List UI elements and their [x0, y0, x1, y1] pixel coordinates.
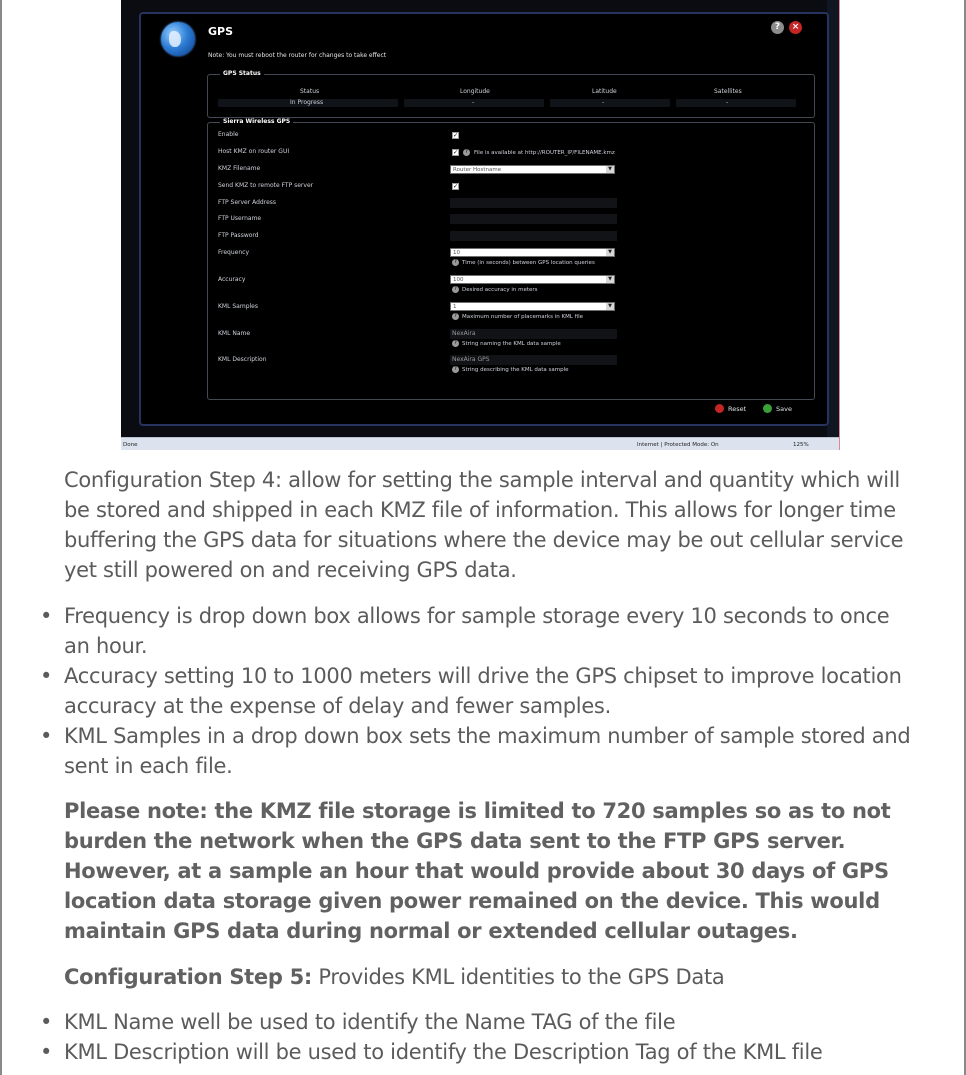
kml-samples-hint: Maximum number of placemarks in KML file [462, 314, 583, 320]
step4-paragraph: Configuration Step 4: allow for setting the sample interval and quantity which will be stored and shipped in each KMZ file of information. This allows for longer time buffering the GPS data for situations where the device may be out cellular service yet still powered on and receiving GPS data. [64, 468, 904, 582]
ftp-server-label: FTP Server Address [218, 199, 277, 206]
list-item-text: KML Name well be used to identify the Name TAG of the file [64, 1010, 676, 1034]
ftp-password-input[interactable] [450, 231, 617, 241]
browser-status-bar [121, 437, 840, 450]
gps-status-group [207, 70, 815, 118]
kml-name-value: NexAira [452, 330, 476, 337]
page-title: GPS [208, 25, 234, 38]
host-kmz-checkbox[interactable]: ✓ [453, 149, 459, 156]
help-icon[interactable]: ? [771, 21, 784, 34]
send-kmz-checkbox[interactable]: ✓ [453, 183, 459, 190]
kml-description-hint: String describing the KML data sample [462, 367, 569, 373]
kml-name-hint: String naming the KML data sample [462, 341, 561, 347]
list-item [0, 661, 914, 721]
host-kmz-label: Host KMZ on router GUI [218, 148, 290, 155]
bullet-glyph: • [40, 1010, 53, 1034]
bullet-glyph: • [40, 724, 53, 748]
kml-name-input[interactable] [450, 329, 617, 339]
bullet-glyph: • [40, 664, 53, 688]
sierra-wireless-gps-group [207, 118, 815, 400]
bullet-glyph: • [40, 604, 53, 628]
list-item [0, 1037, 914, 1067]
reboot-note: Note: You must reboot the router for changes to take effect [208, 52, 387, 59]
gps-status-legend: GPS Status [220, 70, 264, 77]
kml-bullet-list [0, 1007, 966, 1067]
frequency-value: 10 [453, 250, 460, 256]
host-kmz-hint: File is available at http://ROUTER_IP/FILENAME.kmz [474, 150, 615, 156]
step5-text: Provides KML identities to the GPS Data [312, 965, 725, 989]
list-item-text: Frequency is drop down box allows for sample storage every 10 seconds to once an hour. [64, 604, 890, 658]
frequency-hint: Time (in seconds) between GPS location queries [462, 260, 595, 266]
list-item [0, 601, 914, 661]
enable-label: Enable [218, 131, 239, 138]
col-status: Status [300, 88, 320, 95]
frequency-select[interactable] [450, 248, 615, 257]
ftp-server-input[interactable] [450, 198, 617, 208]
chevron-down-icon: ▼ [606, 249, 614, 256]
frequency-help-icon[interactable]: ? [452, 259, 459, 266]
kml-name-label: KML Name [218, 330, 251, 337]
send-kmz-label: Send KMZ to remote FTP server [218, 182, 314, 189]
globe-icon [161, 22, 195, 56]
gps-settings-panel [139, 12, 829, 426]
accuracy-select[interactable] [450, 275, 615, 284]
page-border-left [0, 0, 2, 1075]
chevron-down-icon: ▼ [606, 166, 614, 173]
save-icon [763, 404, 772, 413]
col-satellites: Satellites [714, 88, 742, 95]
kml-samples-help-icon[interactable]: ? [452, 313, 459, 320]
list-item-text: Accuracy setting 10 to 1000 meters will drive the GPS chipset to improve location accuracy at the expense of delay and fewer samples. [64, 664, 902, 718]
col-latitude: Latitude [592, 88, 617, 95]
kmz-filename-select[interactable] [450, 165, 615, 174]
step5-paragraph [64, 962, 924, 992]
status-value: In Progress [290, 99, 324, 106]
sierra-legend: Sierra Wireless GPS [220, 118, 293, 125]
chevron-down-icon: ▼ [606, 276, 614, 283]
zoom-level[interactable]: 125% [793, 442, 809, 448]
bullet-glyph: • [40, 1040, 53, 1064]
accuracy-hint: Desired accuracy in meters [462, 287, 538, 293]
kml-samples-value: 1 [453, 304, 457, 310]
latitude-value: - [602, 99, 605, 106]
longitude-value: - [472, 99, 475, 106]
accuracy-value: 100 [453, 277, 464, 283]
reset-button[interactable] [715, 404, 746, 413]
frequency-label: Frequency [218, 249, 249, 256]
kml-description-value: NexAira GPS [452, 356, 490, 363]
list-item-text: KML Samples in a drop down box sets the maximum number of sample stored and sent in each file. [64, 724, 911, 778]
chevron-down-icon: ▼ [606, 303, 614, 310]
ftp-password-label: FTP Password [218, 232, 259, 239]
list-item [0, 721, 914, 781]
latitude-cell-bg [550, 99, 670, 107]
status-done: Done [123, 442, 138, 448]
reset-label: Reset [728, 405, 747, 413]
save-button[interactable] [763, 404, 792, 413]
kmz-filename-label: KMZ Filename [218, 165, 261, 172]
accuracy-label: Accuracy [218, 276, 246, 283]
gps-settings-screenshot [121, 0, 840, 450]
security-zone: Internet | Protected Mode: On [637, 442, 719, 448]
host-kmz-help-icon[interactable]: ? [463, 149, 470, 156]
satellites-cell-bg [676, 99, 796, 107]
list-item [0, 1007, 914, 1037]
settings-bullet-list [0, 601, 966, 781]
kml-description-label: KML Description [218, 356, 267, 363]
satellites-value: - [726, 99, 729, 106]
kml-samples-label: KML Samples [218, 303, 258, 310]
reset-icon [715, 404, 724, 413]
ftp-username-input[interactable] [450, 214, 617, 224]
ftp-username-label: FTP Username [218, 215, 262, 222]
kml-samples-select[interactable] [450, 302, 615, 311]
list-item-text: KML Description will be used to identify the Description Tag of the KML file [64, 1040, 823, 1064]
kmz-filename-value: Router Hostname [453, 167, 502, 173]
kml-description-help-icon[interactable]: ? [452, 366, 459, 373]
step5-label: Configuration Step 5: [64, 965, 313, 989]
save-label: Save [776, 405, 792, 413]
accuracy-help-icon[interactable]: ? [452, 286, 459, 293]
kml-description-input[interactable] [450, 355, 617, 365]
kml-name-help-icon[interactable]: ? [452, 340, 459, 347]
please-note-paragraph: Please note: the KMZ file storage is limited to 720 samples so as to not burden the network when the GPS data sent to the FTP GPS server. However, at a sample an hour that would provide about 30 days of GPS location data storage given power remained on the device. This would maintain GPS data during normal or extended cellular outages. [64, 799, 891, 943]
col-longitude: Longitude [460, 88, 490, 95]
enable-checkbox[interactable]: ✓ [453, 132, 459, 139]
close-icon[interactable]: × [789, 21, 802, 34]
